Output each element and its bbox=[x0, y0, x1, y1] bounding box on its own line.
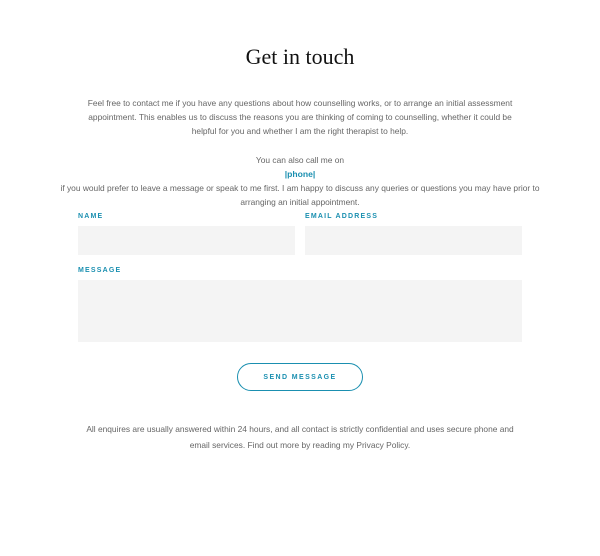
page-title: Get in touch bbox=[245, 44, 355, 69]
phone-link[interactable]: |phone| bbox=[284, 169, 316, 179]
call-follow-text: if you would prefer to leave a message or speak to me first. I am happy to discuss any queries or questions you may have prior to arranging an initial appointment. bbox=[60, 183, 540, 207]
message-textarea[interactable] bbox=[78, 280, 522, 342]
name-label: NAME bbox=[78, 213, 104, 220]
intro-text: Feel free to contact me if you have any questions about how counselling works, or to arrange an initial assessment appointment. This enables us to discuss the reasons you are thinking of coming to counselling, whether it could be helpful for you and whether I am the right therapist to help. bbox=[87, 98, 513, 136]
name-input[interactable] bbox=[78, 226, 295, 255]
call-lead-text: You can also call me on bbox=[255, 155, 345, 165]
message-label: MESSAGE bbox=[78, 267, 122, 274]
footer-text: All enquires are usually answered within 24 hours, and all contact is strictly confidential and uses secure phone and email services. Find out more by reading my Privacy Policy. bbox=[86, 424, 514, 450]
email-label: EMAIL ADDRESS bbox=[305, 213, 379, 220]
email-input[interactable] bbox=[305, 226, 522, 255]
call-block bbox=[60, 153, 540, 209]
send-message-button[interactable]: SEND MESSAGE bbox=[237, 363, 363, 391]
